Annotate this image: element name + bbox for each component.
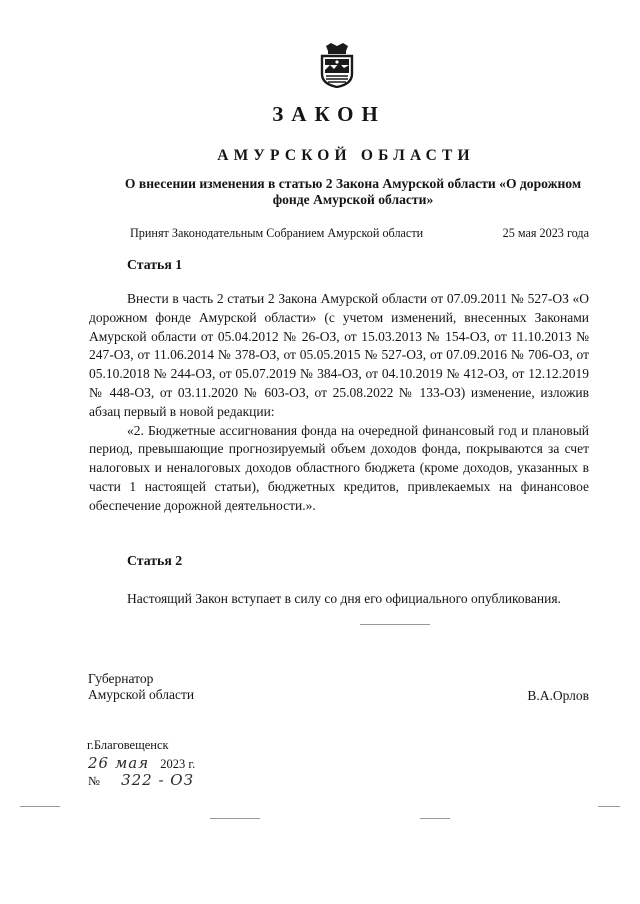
- document-title: ЗАКОН: [272, 102, 386, 126]
- divider: [360, 624, 430, 625]
- handwritten-date: 26 мая: [88, 754, 150, 772]
- article-1-heading: Статья 1: [127, 257, 183, 272]
- number-sign: №: [88, 774, 100, 788]
- governor-title: [88, 671, 194, 703]
- adoption-date: 25 мая 2023 года: [502, 226, 589, 240]
- signing-year: 2023 г.: [160, 757, 196, 771]
- governor-title-line-1: Губернатор: [88, 671, 154, 686]
- divider: [598, 806, 620, 807]
- law-number-line: [88, 771, 194, 789]
- divider: [420, 818, 450, 819]
- governor-title-line-2: Амурской области: [88, 687, 195, 702]
- article-1-quote: «2. Бюджетные ассигнования фонда на очередной финансовый год и плановый период, превышающие прогнозируемый объем доходов фонда, покрываются за счет налоговых и неналоговых доходов областного бюджета (кроме доходов, указанных в части 1 настоящей статьи), бюджетных кредитов, привлекаемых на финансовое обеспечение дорожной деятельности.».: [89, 422, 589, 513]
- law-subtitle: О внесении изменения в статью 2 Закона Амурской области «О дорожном фонде Амурской области»: [124, 176, 582, 207]
- article-2-text: Настоящий Закон вступает в силу со дня его официального опубликования.: [127, 591, 561, 606]
- article-1-intro: Внести в часть 2 статьи 2 Закона Амурской области от 07.09.2011 № 527-ОЗ «О дорожном фонде Амурской области» (с учетом изменений, внесенных Законами Амурской области от 05.04.2012 № 26-ОЗ, от 15.03.2013 № 154-ОЗ, от 11.10.2013 № 247-ОЗ, от 11.06.2014 № 378-ОЗ, от 05.05.2015 № 527-ОЗ, от 07.09.2016 № 706-ОЗ, от 05.10.2018 № 244-ОЗ, от 05.07.2019 № 384-ОЗ, от 04.10.2019 № 412-ОЗ, от 12.12.2019 № 448-ОЗ, от 03.11.2020 № 603-ОЗ, от 25.08.2022 № 133-ОЗ) изменение, изложив абзац первый в новой редакции:: [89, 291, 589, 419]
- article-2-body: [89, 590, 589, 609]
- divider: [210, 818, 260, 819]
- divider: [20, 806, 60, 807]
- signing-date-line: [88, 754, 195, 772]
- article-1-body: [89, 290, 589, 516]
- handwritten-law-number: 322 - ОЗ: [121, 771, 194, 789]
- region-title: АМУРСКОЙ ОБЛАСТИ: [217, 147, 475, 164]
- article-2-heading: Статья 2: [127, 553, 183, 568]
- governor-name: В.А.Орлов: [527, 688, 589, 703]
- city-name: г.Благовещенск: [87, 738, 169, 752]
- coat-of-arms-emblem: [318, 40, 356, 88]
- adoption-text: Принят Законодательным Собранием Амурской области: [130, 226, 424, 240]
